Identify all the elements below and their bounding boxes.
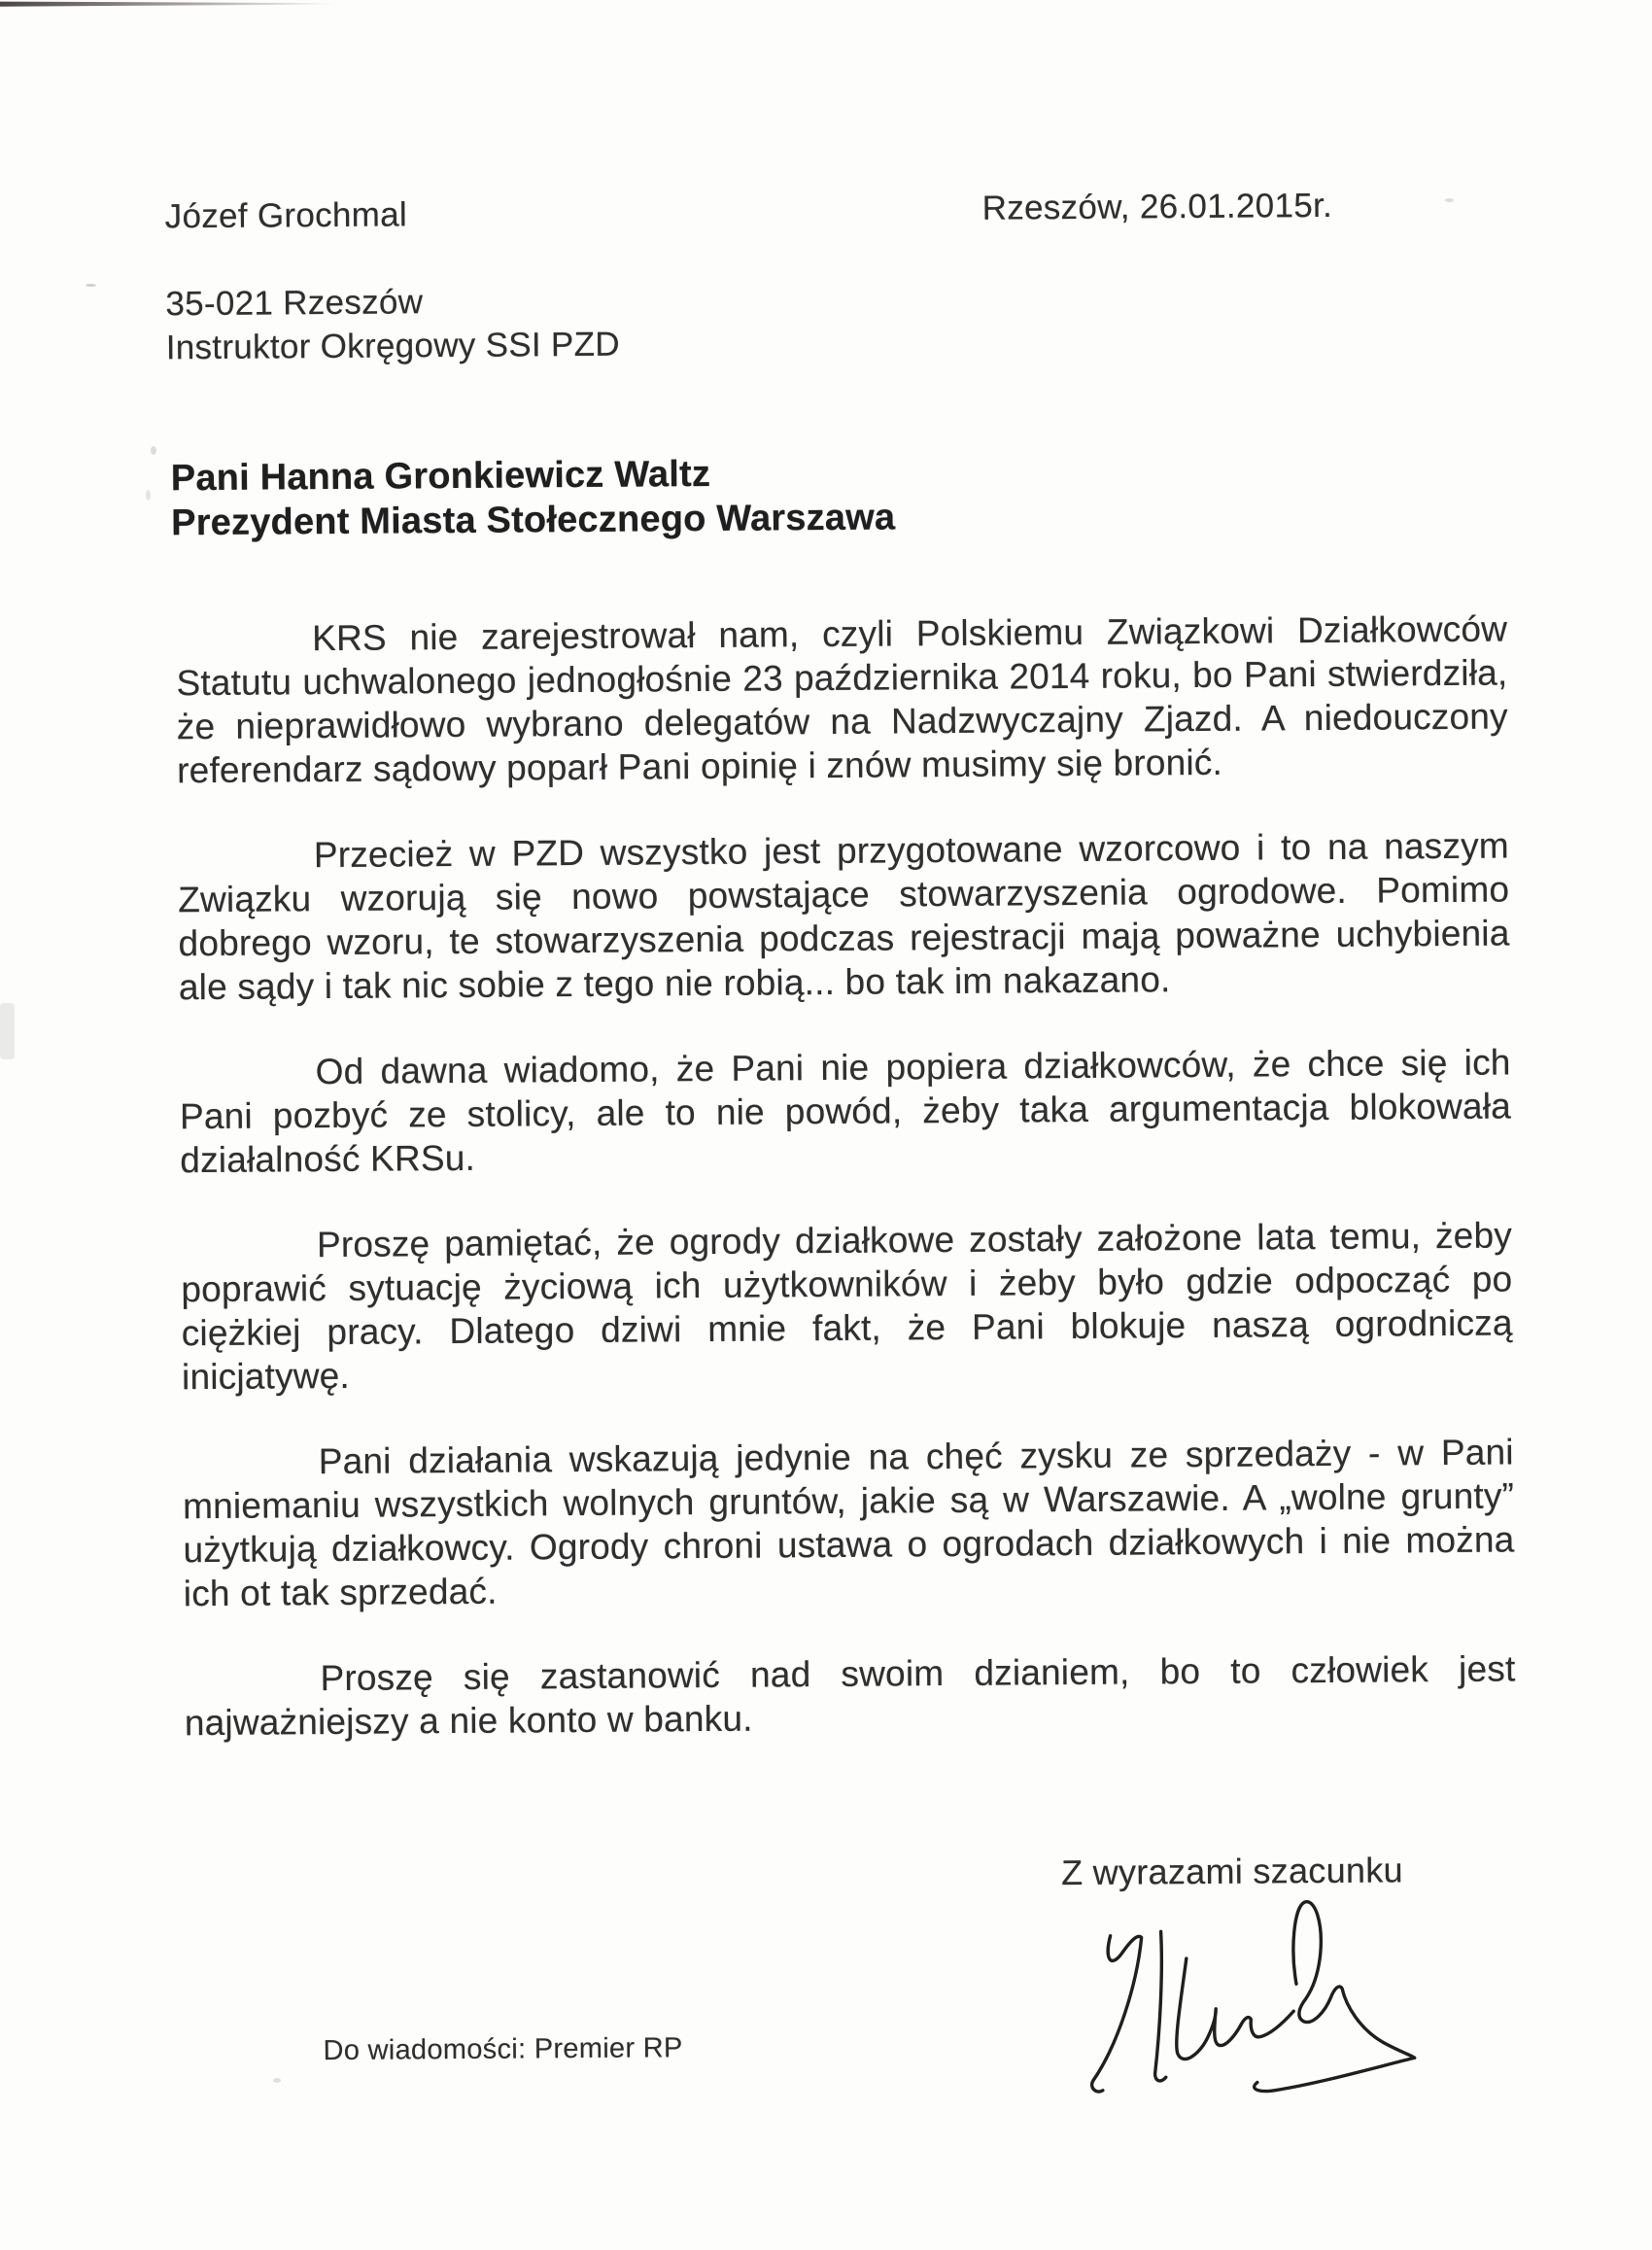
paragraph: Przecież w PZD wszystko jest przygotowane wzorcowo i to na naszym Związku wzorują się nowo powstające stowarzyszenia ogrodowe. Pomimo dobrego wzoru, te stowarzyszenia podczas rejestracji mają poważne uchybienia ale sądy i tak nic sobie z tego nie robią... bo tak im nakazano. (178, 825, 1510, 1008)
sender-role: Instruktor Okręgowy SSI PZD (165, 325, 621, 367)
sender-postal-code: 35-021 Rzeszów (165, 283, 424, 324)
closing-salutation: Z wyrazami szacunku (1060, 1850, 1404, 1893)
paragraph: Od dawna wiadomo, że Pani nie popiera działkowców, że chce się ich Pani pozbyć ze stolicy, ale to nie powód, żeby taka argumentacja blokowała działalność KRSu. (179, 1042, 1512, 1181)
cc-note: Do wiadomości: Premier RP (323, 2032, 683, 2067)
paragraph: Proszę pamiętać, że ogrody działkowe zostały założone lata temu, żeby poprawić sytuację życiową ich użytkowników i żeby było gdzie odpocząć po ciężkiej pracy. Dlatego dziwi mnie fakt, że Pani blokuje naszą ogrodniczą inicjatywę. (181, 1215, 1513, 1398)
letter-body (176, 606, 1516, 1745)
dateline: Rzeszów, 26.01.2015r. (981, 186, 1333, 227)
recipient-title: Prezydent Miasta Stołecznego Warszawa (171, 497, 896, 544)
handwritten-signature-icon (1055, 1890, 1446, 2117)
paragraph: Pani działania wskazują jedynie na chęć zysku ze sprzedaży - w Pani mniemaniu wszystkich wolnych gruntów, jakie są w Warszawie. A „wolne grunty” użytkują działkowcy. Ogrody chroni ustawa o ogrodach działkowych i nie można ich ot tak sprzedać. (182, 1432, 1515, 1614)
sender-name: Józef Grochmal (164, 195, 408, 236)
paragraph: Proszę się zastanowić nad swoim dzianiem, bo to człowiek jest najważniejszy a nie konto w banku. (184, 1648, 1516, 1744)
recipient-name: Pani Hanna Gronkiewicz Waltz (170, 453, 711, 500)
recipient-block (171, 450, 896, 545)
paragraph: KRS nie zarejestrował nam, czyli Polskiemu Związkowi Działkowców Statutu uchwalonego jednogłośnie 23 października 2014 roku, bo Pani stwierdziła, że nieprawidłowo wybrano delegatów na Nadzwyczajny Zjazd. A niedouczony referendarz sądowy poparł Pani opinię i znów musimy się bronić. (176, 608, 1508, 791)
